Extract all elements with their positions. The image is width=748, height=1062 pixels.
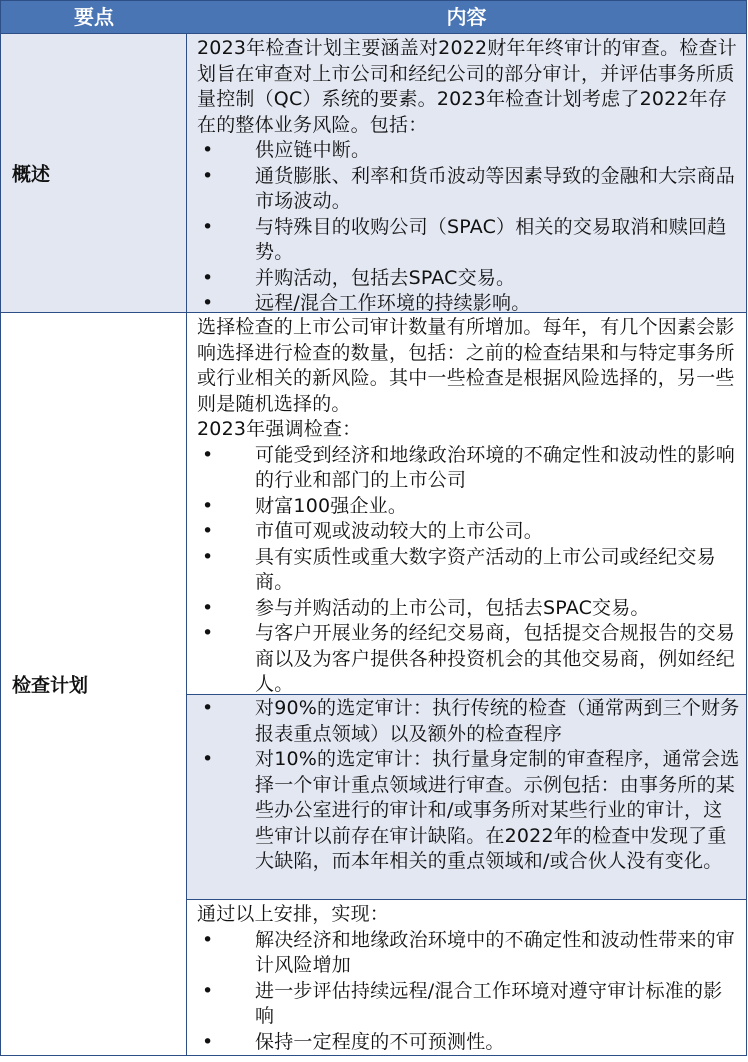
list-item: • 供应链中断。: [197, 138, 740, 164]
list-item: • 通货膨胀、利率和货币波动等因素导致的金融和大宗商品市场波动。: [197, 164, 740, 215]
list-item: • 财富100强企业。: [197, 494, 740, 520]
list-item: • 与客户开展业务的经纪交易商，包括提交合规报告的交易商以及为客户提供各种投资机会的其他交易商，例如经纪人。: [197, 621, 740, 698]
list-item: • 对10%的选定审计：执行量身定制的审查程序，通常会选择一个审计重点领域进行审查。示例包括：由事务所的某些办公室进行的审计和/或事务所对某些行业的审计，这些审计以前存在审计缺陷。在2022年的检查中发现了重大缺陷，而本年相关的重点领域和/或合伙人没有变化。: [197, 747, 740, 875]
list-item: • 并购活动，包括去SPAC交易。: [197, 266, 740, 292]
row-key-overview: 概述: [12, 163, 51, 186]
plan-part3: [187, 902, 746, 1055]
plan-part2: [187, 695, 746, 899]
list-item: • 进一步评估持续远程/混合工作环境对遵守审计标准的影响: [197, 979, 740, 1030]
row-plan: [0, 313, 747, 1056]
list-item: • 解决经济和地缘政治环境中的不确定性和波动性带来的审计风险增加: [197, 928, 740, 979]
plan-subheading: 2023年强调检查：: [197, 418, 362, 440]
plan-result-intro: 通过以上安排，实现：: [197, 903, 390, 925]
header-content: 内容: [446, 5, 487, 29]
list-item: • 参与并购活动的上市公司，包括去SPAC交易。: [197, 596, 740, 622]
list-item: • 保持一定程度的不可预测性。: [197, 1030, 740, 1056]
overview-bullets: [197, 138, 740, 317]
row-overview: [0, 34, 747, 313]
list-item: • 与特殊目的收购公司（SPAC）相关的交易取消和赎回趋势。: [197, 215, 740, 266]
plan-emphasis-bullets: [197, 443, 740, 698]
divider: [187, 899, 746, 900]
list-item: • 具有实质性或重大数字资产活动的上市公司或经纪交易商。: [197, 545, 740, 596]
overview-content: [187, 36, 746, 317]
plan-ratio-bullets: [197, 696, 740, 875]
row-key-cell: [1, 34, 187, 312]
plan-result-bullets: [197, 928, 740, 1056]
row-key-cell: [1, 313, 187, 1055]
table-header: [0, 0, 747, 34]
list-item: • 对90%的选定审计：执行传统的检查（通常两到三个财务报表重点领域）以及额外的检查程序: [197, 696, 740, 747]
overview-intro: 2023年检查计划主要涵盖对2022财年年终审计的审查。检查计划旨在审查对上市公司和经纪公司的部分审计，并评估事务所质量控制（QC）系统的要素。2023年检查计划考虑了2022年存在的整体业务风险。包括：: [197, 37, 737, 136]
list-item: • 远程/混合工作环境的持续影响。: [197, 291, 740, 317]
header-key: 要点: [74, 5, 114, 29]
row-key-plan: 检查计划: [12, 674, 89, 697]
plan-intro: 选择检查的上市公司审计数量有所增加。每年，有几个因素会影响选择进行检查的数量，包括：之前的检查结果和与特定事务所或行业相关的新风险。其中一些检查是根据风险选择的，另一些则是随机选择的。: [197, 316, 735, 415]
list-item: • 可能受到经济和地缘政治环境的不确定性和波动性的影响的行业和部门的上市公司: [197, 443, 740, 494]
plan-part1: [187, 315, 746, 695]
list-item: • 市值可观或波动较大的上市公司。: [197, 519, 740, 545]
